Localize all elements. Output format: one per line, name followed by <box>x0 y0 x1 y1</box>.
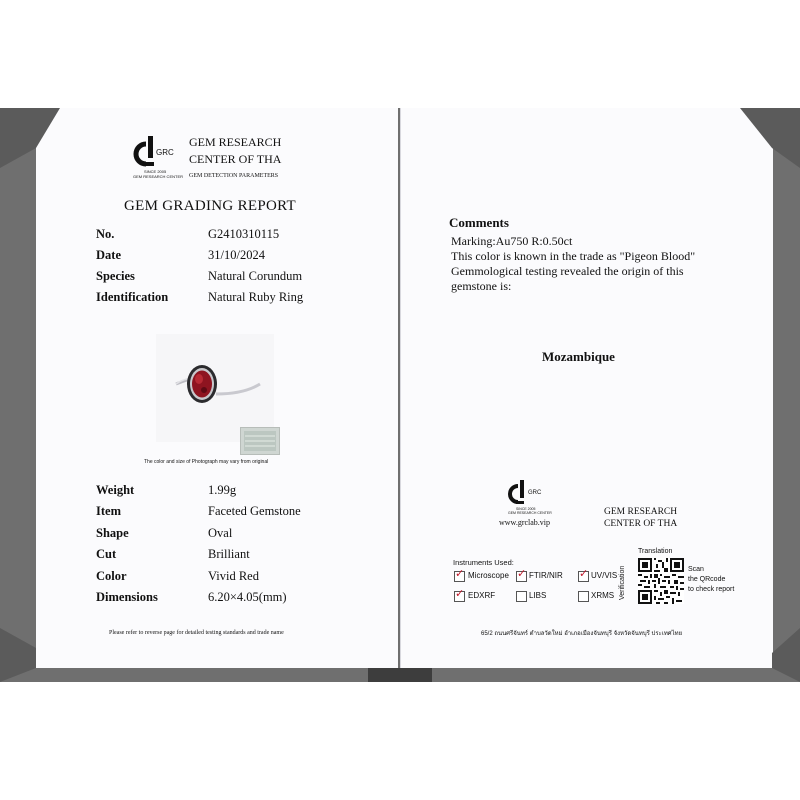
field-value-cut: Brilliant <box>208 547 250 561</box>
check-icon: ✓ <box>579 567 589 580</box>
field-label-item: Item <box>96 504 121 518</box>
comment-line: Marking:Au750 R:0.50ct <box>451 234 573 248</box>
field-value-weight: 1.99g <box>208 483 237 497</box>
field-label-no: No. <box>96 227 115 241</box>
comment-line: Gemmological testing revealed the origin of this <box>451 264 684 278</box>
logo-since: SINCE 2005 <box>516 507 536 511</box>
comments-heading: Comments <box>449 215 509 230</box>
field-label-date: Date <box>96 248 121 262</box>
check-icon: ✓ <box>455 567 465 580</box>
verification-label: Verification <box>619 565 626 600</box>
brand-line-2: CENTER OF THA <box>189 152 282 166</box>
instrument-label: LIBS <box>529 591 547 600</box>
field-label-shape: Shape <box>96 526 129 540</box>
folder-corners <box>0 108 800 682</box>
report-title: GEM GRADING REPORT <box>124 198 297 214</box>
logo-abbr: GRC <box>156 148 174 157</box>
field-label-color: Color <box>96 569 127 583</box>
field-value-shape: Oval <box>208 526 233 540</box>
brand-line-1: GEM RESEARCH <box>189 135 282 149</box>
field-value-date: 31/10/2024 <box>208 248 265 262</box>
comment-line: gemstone is: <box>451 279 512 293</box>
address-footer: 65/2 ถนนศรีจันทร์ ตำบลวัดใหม่ อำเภอเมืองจันทบุรี จังหวัดจันทบุรี ประเทศไทย <box>481 631 683 637</box>
instrument-label: Microscope <box>468 571 509 580</box>
field-label-species: Species <box>96 269 135 283</box>
field-label-dimensions: Dimensions <box>96 590 158 604</box>
check-icon: ✓ <box>455 587 465 600</box>
field-value-no: G2410310115 <box>208 227 280 241</box>
right-brand-line-1: GEM RESEARCH <box>604 507 678 517</box>
scan-line: Scan <box>688 566 704 573</box>
field-label-cut: Cut <box>96 547 117 561</box>
right-brand-line-2: CENTER OF THA <box>604 519 678 529</box>
field-value-species: Natural Corundum <box>208 269 303 283</box>
check-icon: ✓ <box>517 567 527 580</box>
field-value-item: Faceted Gemstone <box>208 504 301 518</box>
logo-since: SINCE 2005 <box>144 169 167 174</box>
website-link: www.grclab.vip <box>499 518 551 527</box>
translation-label: Translation <box>638 548 673 555</box>
left-footer-note: Please refer to reverse page for detailed testing standards and trade name <box>109 630 284 636</box>
instrument-label: XRMS <box>591 591 615 600</box>
photo-caption: The color and size of Photograph may vary from original <box>144 459 269 465</box>
field-value-color: Vivid Red <box>208 569 259 583</box>
instrument-label: FTIR/NIR <box>529 571 563 580</box>
instruments-heading: Instruments Used: <box>453 558 514 567</box>
comment-line: This color is known in the trade as "Pigeon Blood" <box>451 249 696 263</box>
field-value-dimensions: 6.20×4.05(mm) <box>208 590 287 604</box>
instrument-label: UV/VIS <box>591 571 618 580</box>
scan-line: to check report <box>688 586 735 593</box>
logo-abbr: GRC <box>528 490 542 496</box>
logo-center: GEM RESEARCH CENTER <box>133 174 184 179</box>
logo-center: GEM RESEARCH CENTER <box>508 511 552 515</box>
brand-tagline: GEM DETECTION PARAMETERS <box>189 173 279 179</box>
instrument-label: EDXRF <box>468 591 496 600</box>
field-label-identification: Identification <box>96 290 169 304</box>
field-value-identification: Natural Ruby Ring <box>208 290 304 304</box>
scan-line: the QRcode <box>688 576 726 583</box>
field-label-weight: Weight <box>96 483 135 497</box>
origin-value: Mozambique <box>542 349 615 364</box>
